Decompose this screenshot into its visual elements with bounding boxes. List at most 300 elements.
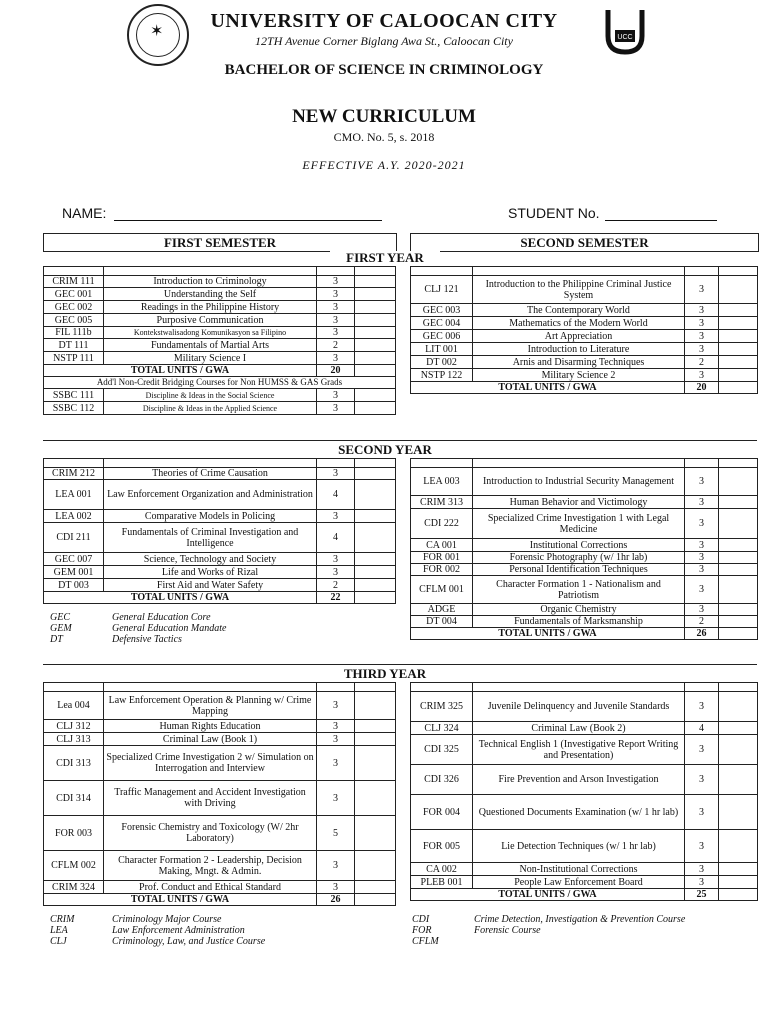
total-units: 20	[685, 382, 719, 394]
second-year-frame	[43, 440, 757, 441]
subject-description: Introduction to Criminology	[104, 276, 317, 288]
subject-code: CA 001	[411, 539, 473, 552]
subject-units: 3	[317, 402, 355, 415]
grade-total-cell[interactable]	[355, 894, 396, 906]
subject-units: 3	[317, 468, 355, 480]
total-units: 26	[317, 894, 355, 906]
grade-cell[interactable]	[719, 343, 758, 356]
subject-units: 3	[317, 327, 355, 339]
subject-description: Specialized Crime Investigation 1 with Legal Medicine	[473, 509, 685, 539]
student-no-input-line[interactable]	[605, 220, 717, 221]
grade-cell[interactable]	[719, 616, 758, 628]
legend-row	[50, 623, 226, 634]
subject-code: GEC 007	[44, 553, 104, 566]
legend-abbr: CLJ	[50, 936, 67, 947]
subject-units: 3	[317, 288, 355, 301]
legend-abbr: CFLM	[412, 936, 439, 947]
subject-code: CA 002	[411, 863, 473, 876]
grade-cell[interactable]	[355, 579, 396, 592]
subject-units: 4	[317, 523, 355, 553]
table-row	[44, 566, 396, 579]
legend-abbr: GEM	[50, 623, 72, 634]
subject-description: First Aid and Water Safety	[104, 579, 317, 592]
table-row	[44, 327, 396, 339]
subject-units: 3	[685, 509, 719, 539]
bridging-row	[44, 389, 396, 402]
subject-code: LIT 001	[411, 343, 473, 356]
subject-units: 3	[317, 389, 355, 402]
grade-total-cell[interactable]	[355, 592, 396, 604]
subject-units: 3	[317, 851, 355, 881]
grade-total-cell[interactable]	[719, 889, 758, 901]
subject-units: 3	[685, 576, 719, 604]
subject-description: People Law Enforcement Board	[473, 876, 685, 889]
subject-units: 3	[685, 369, 719, 382]
grade-cell[interactable]	[719, 692, 758, 722]
grade-cell[interactable]	[355, 314, 396, 327]
subject-code: SSBC 111	[44, 389, 104, 402]
grade-cell[interactable]	[719, 722, 758, 735]
table-row	[44, 781, 396, 816]
subject-code: PLEB 001	[411, 876, 473, 889]
subject-units: 4	[685, 722, 719, 735]
student-no-label: STUDENT No.	[508, 205, 600, 221]
table-row	[44, 851, 396, 881]
subject-description: The Contemporary World	[473, 304, 685, 317]
grade-cell[interactable]	[355, 327, 396, 339]
subject-description: Criminal Law (Book 1)	[104, 733, 317, 746]
col-header-code	[411, 683, 473, 692]
subject-units: 3	[685, 876, 719, 889]
subject-description: Character Formation 1 - Nationalism and Patriotism	[473, 576, 685, 604]
table-row	[411, 330, 758, 343]
legend-row	[50, 936, 265, 947]
subject-code: LEA 001	[44, 480, 104, 510]
table-header-row	[44, 267, 396, 276]
grade-cell[interactable]	[719, 863, 758, 876]
col-header-desc	[473, 683, 685, 692]
subject-description: Science, Technology and Society	[104, 553, 317, 566]
subject-units: 3	[685, 539, 719, 552]
table-row	[411, 356, 758, 369]
grade-cell[interactable]	[355, 733, 396, 746]
year1-sem2-table	[410, 266, 758, 394]
subject-units: 3	[317, 733, 355, 746]
subject-units: 3	[685, 276, 719, 304]
grade-cell[interactable]	[355, 566, 396, 579]
subject-description: Human Rights Education	[104, 720, 317, 733]
subject-code: FOR 002	[411, 564, 473, 576]
year2-legend	[50, 612, 226, 645]
col-header-grade	[719, 267, 758, 276]
legend-row	[50, 634, 226, 645]
table-row	[44, 553, 396, 566]
year3-legend-left	[50, 914, 265, 947]
grade-cell[interactable]	[719, 369, 758, 382]
table-row	[411, 496, 758, 509]
legend-text: Defensive Tactics	[112, 634, 182, 645]
subject-description: Questioned Documents Examination (w/ 1 hr lab)	[473, 795, 685, 830]
subject-units: 3	[685, 863, 719, 876]
col-header-units	[685, 459, 719, 468]
subject-units: 2	[685, 616, 719, 628]
grade-cell[interactable]	[719, 496, 758, 509]
legend-row	[412, 936, 685, 947]
subject-units: 3	[685, 564, 719, 576]
subject-units: 3	[685, 604, 719, 616]
subject-code: FOR 001	[411, 552, 473, 564]
subject-units: 3	[317, 720, 355, 733]
subject-code: ADGE	[411, 604, 473, 616]
subject-description: Understanding the Self	[104, 288, 317, 301]
program-title: BACHELOR OF SCIENCE IN CRIMINOLOGY	[224, 62, 544, 78]
table-row	[44, 468, 396, 480]
subject-code: CRIM 324	[44, 881, 104, 894]
legend-text: Law Enforcement Administration	[112, 925, 245, 936]
subject-description: Introduction to Industrial Security Management	[473, 468, 685, 496]
legend-abbr: LEA	[50, 925, 68, 936]
col-header-units	[317, 683, 355, 692]
total-row	[44, 592, 396, 604]
subject-description: Military Science I	[104, 352, 317, 365]
subject-units: 3	[317, 510, 355, 523]
effective-year: EFFECTIVE A.Y. 2020-2021	[302, 158, 466, 172]
col-header-grade	[355, 683, 396, 692]
subject-description: Kontekstwalisadong Komunikasyon sa Filipino	[104, 327, 317, 339]
subject-code: FOR 003	[44, 816, 104, 851]
col-header-units	[317, 267, 355, 276]
col-header-units	[317, 459, 355, 468]
subject-description: Purposive Communication	[104, 314, 317, 327]
total-row	[411, 889, 758, 901]
university-name: UNIVERSITY OF CALOOCAN CITY	[210, 10, 558, 32]
table-row	[411, 722, 758, 735]
subject-code: GEC 002	[44, 301, 104, 314]
grade-cell[interactable]	[719, 795, 758, 830]
total-units: 20	[317, 365, 355, 377]
table-row	[411, 539, 758, 552]
first-semester-heading: FIRST SEMESTER	[43, 233, 397, 252]
subject-description: Forensic Photography (w/ 1hr lab)	[473, 552, 685, 564]
table-row	[411, 616, 758, 628]
legend-abbr: CRIM	[50, 914, 75, 925]
table-row	[411, 692, 758, 722]
grade-cell[interactable]	[355, 480, 396, 510]
table-row	[411, 876, 758, 889]
subject-description: Forensic Chemistry and Toxicology (W/ 2hr Laboratory)	[104, 816, 317, 851]
table-row	[411, 276, 758, 304]
subject-description: Traffic Management and Accident Investigation with Driving	[104, 781, 317, 816]
grade-cell[interactable]	[719, 330, 758, 343]
subject-code: CDI 211	[44, 523, 104, 553]
table-row	[411, 765, 758, 795]
col-header-units	[685, 683, 719, 692]
grade-cell[interactable]	[719, 468, 758, 496]
subject-code: GEC 006	[411, 330, 473, 343]
subject-description: Human Behavior and Victimology	[473, 496, 685, 509]
curriculum-title: NEW CURRICULUM	[292, 106, 476, 127]
subject-code: DT 003	[44, 579, 104, 592]
grade-cell[interactable]	[355, 553, 396, 566]
col-header-grade	[719, 683, 758, 692]
grade-cell[interactable]	[355, 339, 396, 352]
grade-cell[interactable]	[355, 746, 396, 781]
table-row	[411, 552, 758, 564]
table-row	[411, 795, 758, 830]
year1-sem1-table	[43, 266, 396, 415]
grade-cell[interactable]	[719, 356, 758, 369]
table-row	[411, 317, 758, 330]
grade-cell[interactable]	[355, 389, 396, 402]
subject-code: DT 004	[411, 616, 473, 628]
name-input-line[interactable]	[114, 220, 382, 221]
subject-description: Military Science 2	[473, 369, 685, 382]
legend-abbr: FOR	[412, 925, 432, 936]
col-header-grade	[355, 267, 396, 276]
subject-units: 2	[317, 579, 355, 592]
total-label: TOTAL UNITS / GWA	[411, 382, 685, 394]
grade-cell[interactable]	[719, 765, 758, 795]
subject-units: 2	[685, 356, 719, 369]
second-semester-heading: SECOND SEMESTER	[410, 233, 759, 252]
grade-cell[interactable]	[719, 576, 758, 604]
table-row	[411, 604, 758, 616]
legend-row	[50, 612, 226, 623]
total-label: TOTAL UNITS / GWA	[44, 592, 317, 604]
col-header-code	[44, 683, 104, 692]
subject-units: 4	[317, 480, 355, 510]
subject-description: Lie Detection Techniques (w/ 1 hr lab)	[473, 830, 685, 863]
grade-cell[interactable]	[719, 509, 758, 539]
subject-description: Fundamentals of Criminal Investigation and Intelligence	[104, 523, 317, 553]
table-row	[44, 510, 396, 523]
table-row	[44, 523, 396, 553]
table-header-row	[44, 459, 396, 468]
legend-text: Criminology, Law, and Justice Course	[112, 936, 266, 947]
year3-sem1-table	[43, 682, 396, 906]
grade-cell[interactable]	[719, 604, 758, 616]
table-row	[411, 343, 758, 356]
grade-total-cell[interactable]	[355, 365, 396, 377]
table-row	[411, 863, 758, 876]
col-header-desc	[473, 459, 685, 468]
grade-total-cell[interactable]	[719, 628, 758, 640]
subject-units: 3	[317, 301, 355, 314]
table-row	[44, 314, 396, 327]
grade-cell[interactable]	[719, 276, 758, 304]
subject-description: Character Formation 2 - Leadership, Decision Making, Mngt. & Admin.	[104, 851, 317, 881]
grade-cell[interactable]	[719, 876, 758, 889]
subject-units: 3	[317, 746, 355, 781]
ucc-logo-text: UCC	[617, 34, 633, 41]
subject-code: GEM 001	[44, 566, 104, 579]
subject-code: CDI 325	[411, 735, 473, 765]
grade-total-cell[interactable]	[719, 382, 758, 394]
total-row	[44, 894, 396, 906]
col-header-grade	[355, 459, 396, 468]
subject-description: Arnis and Disarming Techniques	[473, 356, 685, 369]
subject-code: NSTP 122	[411, 369, 473, 382]
table-row	[44, 692, 396, 720]
subject-units: 3	[685, 765, 719, 795]
table-row	[44, 720, 396, 733]
grade-cell[interactable]	[355, 781, 396, 816]
bridging-row	[44, 402, 396, 415]
legend-row	[50, 925, 265, 936]
subject-units: 3	[685, 795, 719, 830]
grade-cell[interactable]	[355, 276, 396, 288]
subject-units: 3	[317, 881, 355, 894]
legend-text: General Education Mandate	[112, 623, 227, 634]
subject-description: Fire Prevention and Arson Investigation	[473, 765, 685, 795]
subject-description: Fundamentals of Marksmanship	[473, 616, 685, 628]
legend-text: Crime Detection, Investigation & Prevention Course	[474, 914, 686, 925]
year3-sem2-table	[410, 682, 758, 901]
total-units: 25	[685, 889, 719, 901]
table-row	[44, 301, 396, 314]
subject-code: CLJ 121	[411, 276, 473, 304]
subject-description: Law Enforcement Operation & Planning w/ Crime Mapping	[104, 692, 317, 720]
table-row	[44, 276, 396, 288]
subject-units: 5	[317, 816, 355, 851]
subject-units: 3	[685, 468, 719, 496]
table-row	[44, 288, 396, 301]
grade-cell[interactable]	[355, 816, 396, 851]
table-row	[411, 830, 758, 863]
table-row	[411, 576, 758, 604]
table-header-row	[411, 267, 758, 276]
subject-units: 3	[685, 552, 719, 564]
legend-abbr: GEC	[50, 612, 70, 623]
grade-cell[interactable]	[719, 317, 758, 330]
subject-code: CLJ 313	[44, 733, 104, 746]
subject-code: CRIM 212	[44, 468, 104, 480]
legend-text: Criminology Major Course	[112, 914, 222, 925]
subject-description: Juvenile Delinquency and Juvenile Standards	[473, 692, 685, 722]
grade-cell[interactable]	[719, 830, 758, 863]
grade-cell[interactable]	[719, 564, 758, 576]
grade-cell[interactable]	[355, 402, 396, 415]
subject-code: GEC 003	[411, 304, 473, 317]
grade-cell[interactable]	[355, 692, 396, 720]
col-header-units	[685, 267, 719, 276]
grade-cell[interactable]	[355, 352, 396, 365]
name-label: NAME:	[62, 205, 107, 221]
bridging-note: Add'l Non-Credit Bridging Courses for Non HUMSS & GAS Grads	[44, 377, 396, 389]
subject-units: 2	[317, 339, 355, 352]
legend-row	[412, 925, 685, 936]
total-label: TOTAL UNITS / GWA	[411, 889, 685, 901]
col-header-code	[411, 459, 473, 468]
grade-cell[interactable]	[355, 510, 396, 523]
col-header-code	[44, 459, 104, 468]
table-row	[411, 509, 758, 539]
grade-cell[interactable]	[719, 552, 758, 564]
grade-cell[interactable]	[355, 720, 396, 733]
table-row	[411, 735, 758, 765]
subject-code: CFLM 002	[44, 851, 104, 881]
col-header-desc	[104, 267, 317, 276]
table-row	[44, 816, 396, 851]
grade-cell[interactable]	[355, 468, 396, 480]
table-row	[411, 468, 758, 496]
subject-description: Law Enforcement Organization and Administration	[104, 480, 317, 510]
subject-description: Non-Institutional Corrections	[473, 863, 685, 876]
col-header-code	[411, 267, 473, 276]
table-row	[44, 480, 396, 510]
subject-description: Specialized Crime Investigation 2 w/ Simulation on Interrogation and Interview	[104, 746, 317, 781]
subject-code: LEA 003	[411, 468, 473, 496]
subject-code: Lea 004	[44, 692, 104, 720]
legend-row	[412, 914, 685, 925]
grade-cell[interactable]	[355, 851, 396, 881]
table-header-row	[411, 459, 758, 468]
subject-code: CDI 313	[44, 746, 104, 781]
grade-cell[interactable]	[355, 523, 396, 553]
subject-units: 3	[317, 553, 355, 566]
subject-code: CRIM 313	[411, 496, 473, 509]
grade-cell[interactable]	[355, 288, 396, 301]
table-row	[411, 304, 758, 317]
grade-cell[interactable]	[719, 539, 758, 552]
col-header-desc	[104, 683, 317, 692]
table-row	[44, 881, 396, 894]
subject-code: CDI 326	[411, 765, 473, 795]
total-row	[44, 365, 396, 377]
subject-code: NSTP 111	[44, 352, 104, 365]
subject-units: 3	[685, 830, 719, 863]
table-row	[44, 339, 396, 352]
subject-code: FOR 004	[411, 795, 473, 830]
subject-description: Introduction to the Philippine Criminal Justice System	[473, 276, 685, 304]
legend-row	[50, 914, 265, 925]
first-year-heading: FIRST YEAR	[330, 251, 440, 265]
subject-code: CLJ 312	[44, 720, 104, 733]
subject-description: Technical English 1 (Investigative Report Writing and Presentation)	[473, 735, 685, 765]
subject-description: Life and Works of Rizal	[104, 566, 317, 579]
legend-text: General Education Core	[112, 612, 211, 623]
subject-units: 3	[685, 735, 719, 765]
subject-units: 3	[685, 692, 719, 722]
total-label: TOTAL UNITS / GWA	[44, 894, 317, 906]
grade-cell[interactable]	[719, 735, 758, 765]
year2-sem2-table	[410, 458, 758, 640]
table-row	[44, 579, 396, 592]
grade-cell[interactable]	[719, 304, 758, 317]
col-header-code	[44, 267, 104, 276]
university-seal-star: ✶	[150, 23, 164, 40]
subject-units: 3	[317, 352, 355, 365]
subject-units: 3	[685, 496, 719, 509]
third-year-frame	[43, 664, 757, 665]
subject-description: Discipline & Ideas in the Applied Science	[104, 402, 317, 415]
third-year-heading: THIRD YEAR	[330, 667, 440, 681]
subject-code: CDI 314	[44, 781, 104, 816]
grade-cell[interactable]	[355, 881, 396, 894]
total-label: TOTAL UNITS / GWA	[411, 628, 685, 640]
subject-code: CRIM 325	[411, 692, 473, 722]
grade-cell[interactable]	[355, 301, 396, 314]
subject-description: Institutional Corrections	[473, 539, 685, 552]
total-units: 22	[317, 592, 355, 604]
subject-code: CLJ 324	[411, 722, 473, 735]
subject-code: DT 111	[44, 339, 104, 352]
year2-sem1-table	[43, 458, 396, 604]
subject-code: CRIM 111	[44, 276, 104, 288]
total-label: TOTAL UNITS / GWA	[44, 365, 317, 377]
subject-description: Theories of Crime Causation	[104, 468, 317, 480]
table-header-row	[411, 683, 758, 692]
